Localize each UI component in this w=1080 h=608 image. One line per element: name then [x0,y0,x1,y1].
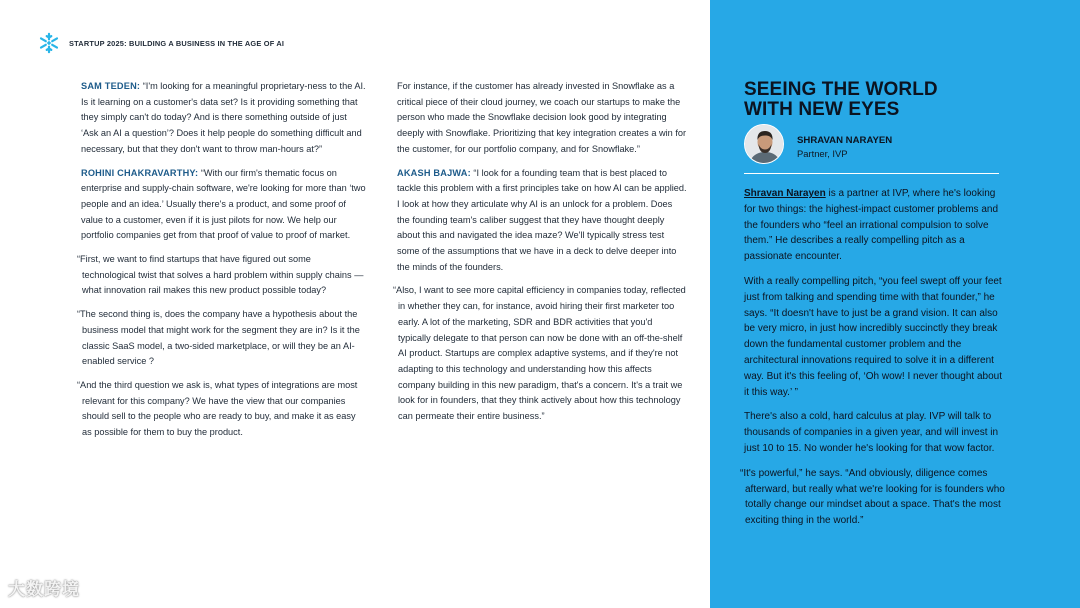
quote-text: “I'm looking for a meaningful proprietary-ness to the AI. Is it learning on a customer's data set? Is it providing something that they simply can't do today? And is there something outside of just ‘Ask an AI a question’? Does it help people do something difficult and necessary, but that they don't want to throw man-hours at?” [81,81,366,154]
profile-name: SHRAVAN NARAYEN [797,135,893,146]
quote-paragraph: For instance, if the customer has already invested in Snowflake as a critical piece of their cloud journey, we coach our startups to make the person who made the Snowflake decision look good by integrating deeply with Snowflake. Prioritizing that key integration creates a win for the customer, for our portfolio company, and for Snowflake.” [397,81,687,154]
watermark: 大数跨境 [8,580,80,599]
panel-paragraph: With a really compelling pitch, “you feel swept off your feet just from talking and spending time with that founder,” he says. “It doesn't have to just be a grand vision. It can also be very micro, in just how incredibly succinctly they break down the fundamental customer problem and the architectural innovations required to solve it in a different way. But it's this feeling of, ‘Oh wow! I never thought about it this way.’ ” [744,275,1002,398]
quote-text: “I look for a founding team that is best placed to tackle this problem with a first principles take on how AI can be applied. I look at how they articulate why AI is an unlock for a problem. Does the founding team's caliber suggest that they have thought deeply about this and navigated the idea maze? We'll typically stress test some of the assumptions that we have in a deck to delve deeper into the minds of the founders. [397,167,687,272]
quote-paragraph: “And the third question we ask is, what types of integrations are most relevant for this company? We have the view that our companies should sell to the people who are ready to buy, and make it as easy as possible for them to buy the product. [77,379,358,438]
panel-paragraph: There's also a cold, hard calculus at play. IVP will talk to thousands of companies in a given year, and will invest in just 10 to 15. No wonder he's looking for that wow factor. [744,411,999,454]
speaker-name: ROHINI CHAKRAVARTHY: [81,167,199,178]
quote-paragraph: “First, we want to find startups that have figured out some technological twist that solves a hard problem within supply chains — what innovation rail makes this new product possible today? [77,254,364,296]
snowflake-logo-icon [38,32,60,54]
avatar [744,124,784,164]
quote-paragraph: “The second thing is, does the company have a hypothesis about the business model that might work for the segment they are in? Is it the classic SaaS model, a two-sided marketplace, or will they be an AI-enabled service ? [77,309,360,367]
quote-akash-bajwa [397,166,687,276]
report-header [38,32,284,54]
panel-paragraph [744,186,1006,265]
text-column-left [77,79,366,449]
quote-text: “With our firm's thematic focus on enterprise and supply-chain software, we're looking for more than ‘two people and an idea.’ Usually there's a product, and some proof of value to a customer, even if it is just pilots for now. We help our portfolio companies get from that proof of value to proof of market. [81,167,366,241]
panel-title-line: SEEING THE WORLD [744,79,938,100]
speaker-name: AKASH BAJWA: [397,167,471,178]
quote-sam-teden [81,79,366,158]
divider [744,173,999,174]
profile-link[interactable]: Shravan Narayen [744,188,826,199]
report-title: STARTUP 2025: BUILDING A BUSINESS IN THE AGE OF AI [69,38,285,48]
person-portrait-icon [745,125,784,164]
panel-title [744,80,938,120]
panel-title-line: WITH NEW EYES [744,99,900,120]
panel-paragraph: “It's powerful,” he says. “And obviously, diligence comes afterward, but really what we're looking for is founders who totally change our mindset about a space. That's the most exciting thing in the world.” [740,467,1005,527]
quote-paragraph: “Also, I want to see more capital efficiency in companies today, reflected in whether they can, for instance, avoid hiring their first marketer too early. A lot of the marketing, SDR and BDR activities that you'd typically delegate to that person can now be done with an off-the-shelf AI product. Startups are complex adaptive systems, and if they're not adapting to this technology and understanding how this affects company building in this new paradigm, that's a concern. It's a trait we look for in founders, that they think actively about how this technology can permeate their entire business.” [393,285,686,422]
quote-rohini-chakravarthy [81,166,366,245]
panel-paragraph-text: is a partner at IVP, where he's looking for two things: the highest-impact customer problems and the founders who “feel an irrational compulsion to solve them.” He describes a really compelling pitch as a passionate encounter. [744,188,999,263]
panel-body [740,186,1006,538]
profile-role: Partner, IVP [797,148,848,159]
speaker-name: SAM TEDEN: [81,81,141,91]
text-column-middle [393,79,687,433]
sidebar-panel [710,0,1080,608]
